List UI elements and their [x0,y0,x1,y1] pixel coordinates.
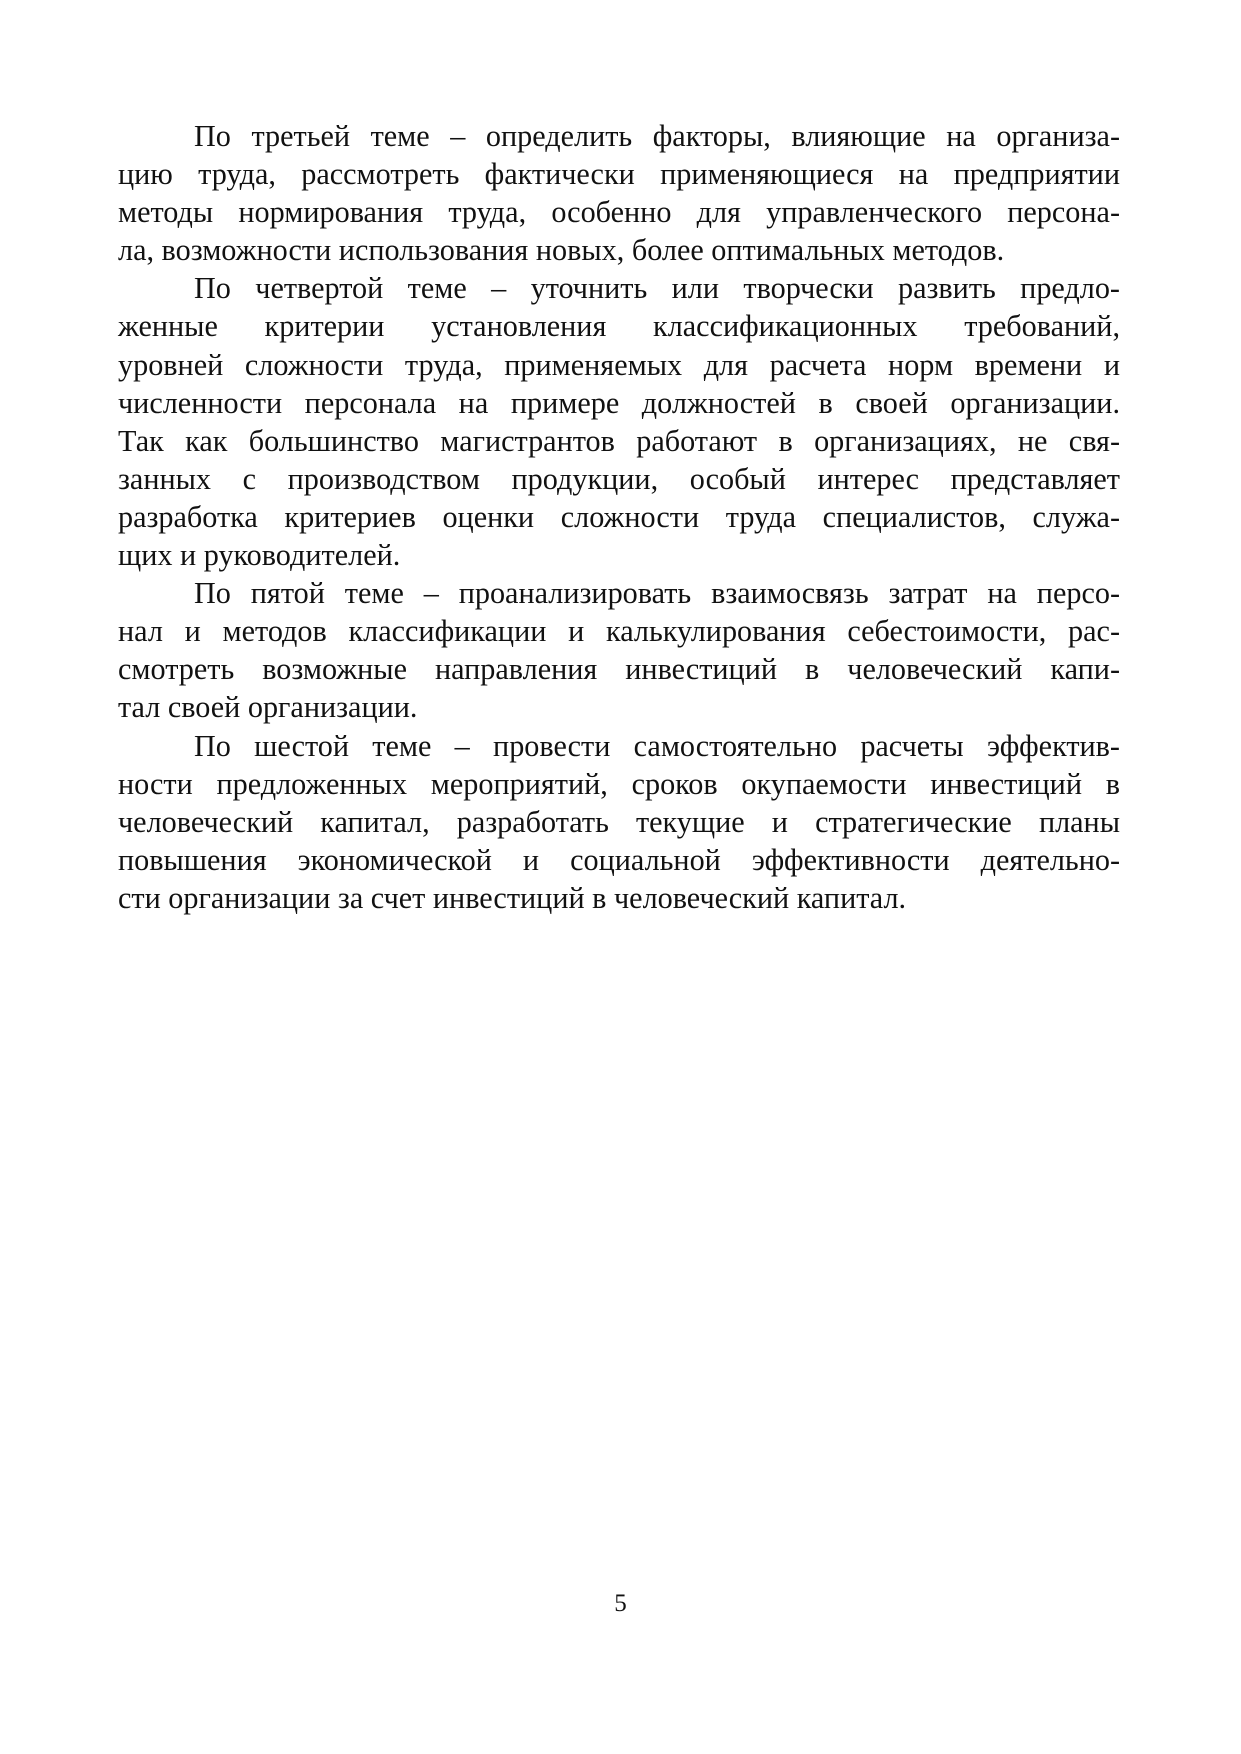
text-line: Так как большинство магистрантов работают в организациях, не свя- [118,423,1120,458]
paragraph-topic-6 [118,727,1120,917]
text-line: По третьей теме – определить факторы, влияющие на организа- [194,119,1120,153]
text-line: По пятой теме – проанализировать взаимосвязь затрат на персо- [194,576,1120,611]
text-line: численности персонала на примере должностей в своей организации. [118,385,1120,420]
paragraph-topic-5 [118,574,1120,726]
paragraph-topic-4 [118,269,1120,574]
text-line: тал своей организации. [118,690,418,725]
text-line: повышения экономической и социальной эффективности деятельно- [118,842,1120,877]
text-line: методы нормирования труда, особенно для управленческого персона- [118,195,1120,230]
text-line: смотреть возможные направления инвестиций в человеческий капи- [118,652,1120,687]
text-line: занных с производством продукции, особый интерес представляет [118,461,1120,496]
text-line: щих и руководителей. [118,538,401,573]
text-line: сти организации за счет инвестиций в человеческий капитал. [118,880,907,915]
text-line: разработка критериев оценки сложности труда специалистов, служа- [118,499,1120,534]
text-line: уровней сложности труда, применяемых для расчета норм времени и [118,347,1120,382]
page-number: 5 [614,1590,627,1617]
text-line: По шестой теме – провести самостоятельно расчеты эффектив- [194,728,1120,763]
text-line: человеческий капитал, разработать текущие и стратегические планы [118,804,1120,839]
paragraph-topic-3 [118,117,1120,269]
text-line: женные критерии установления классификационных требований, [118,309,1120,344]
text-line: По четвертой теме – уточнить или творчески развить предло- [194,271,1120,306]
text-line: ности предложенных мероприятий, сроков окупаемости инвестиций в [118,766,1120,801]
body-text [118,117,1120,917]
text-line: цию труда, рассмотреть фактически применяющиеся на предприятии [118,157,1120,192]
text-line: нал и методов классификации и калькулирования себестоимости, рас- [118,614,1120,649]
text-line: ла, возможности использования новых, более оптимальных методов. [118,233,1005,268]
